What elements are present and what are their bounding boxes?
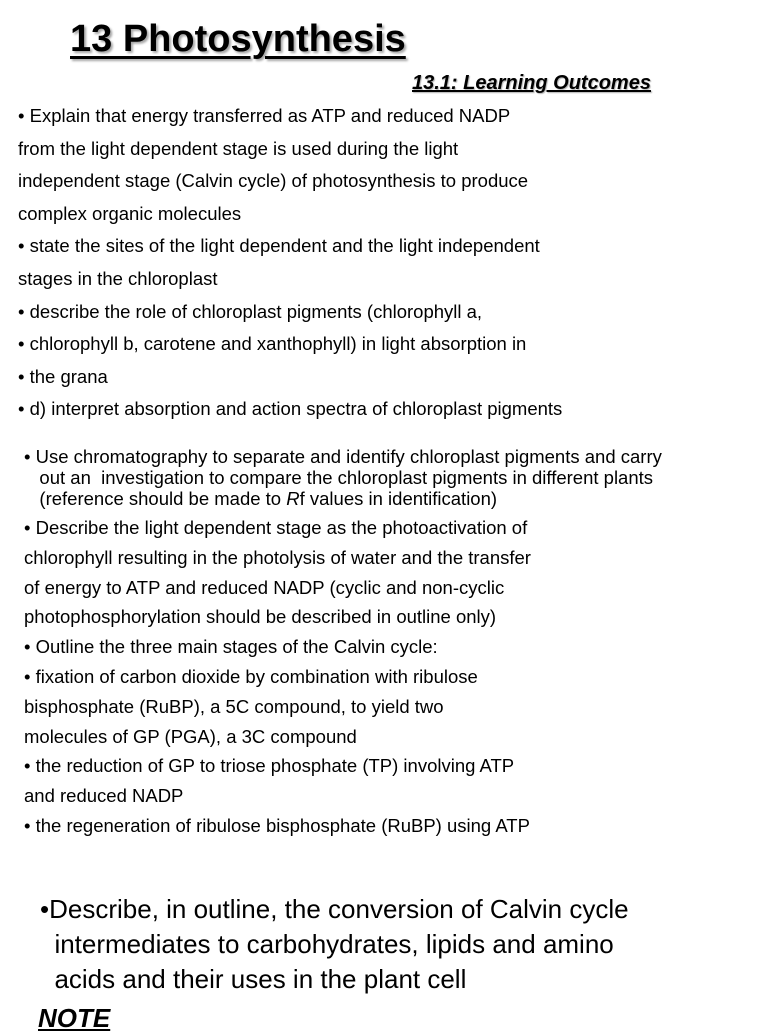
outcome-line: • describe the role of chloroplast pigments (chlorophyll a, xyxy=(18,300,483,322)
outcome-line: acids and their uses in the plant cell xyxy=(40,964,467,994)
outcome-line: from the light dependent stage is used during the light xyxy=(18,137,459,159)
outcome-line: • chlorophyll b, carotene and xanthophyll) in light absorption in xyxy=(18,333,527,355)
outcome-line: of energy to ATP and reduced NADP (cyclic and non-cyclic xyxy=(24,576,505,598)
outcome-line: • Describe the light dependent stage as the photoactivation of xyxy=(24,517,528,538)
outcome-line: out an investigation to compare the chloroplast pigments in different plants xyxy=(24,467,654,488)
outcome-line: • state the sites of the light dependent and the light independent xyxy=(18,235,540,257)
outcomes-block-4 xyxy=(40,892,629,997)
outcome-line: • Use chromatography to separate and identify chloroplast pigments and carry xyxy=(24,446,662,467)
outcomes-block-2 xyxy=(24,446,662,509)
outcome-line: •Describe, in outline, the conversion of Calvin cycle xyxy=(40,894,629,924)
outcome-line: • the grana xyxy=(18,365,108,387)
outcome-line: • Explain that energy transferred as ATP and reduced NADP xyxy=(18,105,511,126)
note-heading: NOTE xyxy=(38,1003,111,1033)
outcome-line: intermediates to carbohydrates, lipids and amino xyxy=(40,929,614,959)
outcome-line: stages in the chloroplast xyxy=(18,267,218,289)
section-subtitle: 13.1: Learning Outcomes xyxy=(412,72,651,94)
outcome-line: and reduced NADP xyxy=(24,785,184,807)
outcome-line: chlorophyll resulting in the photolysis of water and the transfer xyxy=(24,546,531,568)
outcomes-block-3 xyxy=(24,513,531,841)
outcome-line: • Outline the three main stages of the Calvin cycle: xyxy=(24,636,438,658)
outcome-line: • d) interpret absorption and action spectra of chloroplast pigments xyxy=(18,398,563,420)
outcome-line: • fixation of carbon dioxide by combination with ribulose xyxy=(24,665,478,687)
outcome-line: bisphosphate (RuBP), a 5C compound, to yield two xyxy=(24,695,444,717)
outcome-line: molecules of GP (PGA), a 3C compound xyxy=(24,725,357,747)
outcomes-block-1 xyxy=(18,100,562,426)
rf-italic: R xyxy=(286,488,300,509)
outcome-line: (reference should be made to Rf values in identification) xyxy=(24,488,498,509)
page-title: 13 Photosynthesis xyxy=(70,18,406,60)
outcome-line: independent stage (Calvin cycle) of photosynthesis to produce xyxy=(18,170,529,192)
outcome-line: • the regeneration of ribulose bisphosphate (RuBP) using ATP xyxy=(24,814,530,836)
outcome-line: • the reduction of GP to triose phosphate (TP) involving ATP xyxy=(24,755,515,777)
outcome-line: photophosphorylation should be described in outline only) xyxy=(24,606,497,628)
outcome-line: complex organic molecules xyxy=(18,202,242,224)
